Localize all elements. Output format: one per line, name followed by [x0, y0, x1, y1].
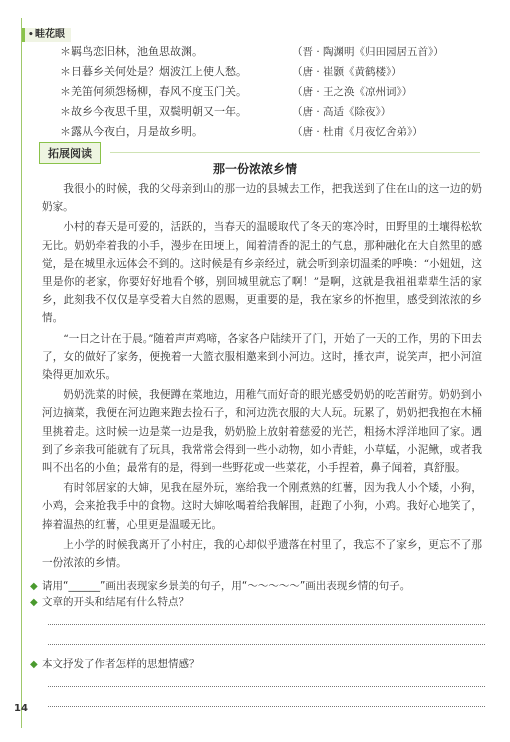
diamond-bullet-icon: ◆ — [30, 597, 38, 608]
poem-row — [60, 102, 480, 122]
poem-source: （唐 · 崔颢《黄鹤楼》） — [292, 66, 402, 78]
poem-row — [60, 62, 480, 82]
article-body — [42, 180, 482, 574]
question-item — [30, 578, 485, 594]
question-text: 请用“______”画出表现家乡景美的句子，用“～～～～～”画出表现乡情的句子。 — [42, 580, 411, 592]
corner-tag: • 畦花眼 — [22, 28, 71, 42]
poem-source: （晋 · 陶渊明《归田园居五首》） — [292, 46, 444, 58]
paragraph: 有时邻居家的大婶，见我在屋外玩，塞给我一个刚煮熟的红薯，因为我人小个矮，小狗，小鸡，会来抢我手中的食物。这时大婶吆喝着给我解围，赶跑了小狗，小鸡。我好心地笑了，捧着温热的红薯，心里更是温暖无比。 — [42, 482, 482, 531]
article-title: 那一份浓浓乡情 — [212, 162, 297, 176]
paragraph: 奶奶洗菜的时候，我便蹲在菜地边，用稚气而好奇的眼光感受奶奶的吃苦耐劳。奶奶到小河边摘菜，我便在河边跑来跑去捡石子，和河边洗衣服的大人玩。玩累了，奶奶把我抱在木桶里挑着走。这时候一边是菜一边是我，奶奶脸上放射着慈爱的光芒，粗扬木浮洋地回了家。遇到了乡亲我可能就有了玩具，我常常会得到一些小动物，如小青蛙，小草蜢，小泥鳅，或者我叫不出名的小鱼；最常有的是，得到一些野花或一些菜花，小手捏着，鼻子闻着，真舒服。 — [42, 389, 482, 475]
question-list — [30, 578, 485, 708]
section-heading: 拓展阅读 — [39, 142, 101, 164]
question-item — [30, 656, 485, 672]
poem-row — [60, 82, 480, 102]
poem-line: ＊露从今夜白，月是故乡明。 — [60, 125, 203, 138]
margin-rule — [21, 18, 22, 728]
paragraph: 上小学的时候我离开了小村庄，我的心却似乎遗落在村里了，我忘不了家乡，更忘不了那一份浓浓的乡情。 — [42, 538, 482, 570]
poem-line: ＊羌笛何须怨杨柳，春风不度玉门关。 — [60, 85, 247, 98]
poem-row — [60, 122, 480, 142]
section-divider — [110, 152, 480, 153]
question-item — [30, 594, 485, 610]
poem-source: （唐 · 杜甫《月夜忆舍弟》） — [292, 126, 423, 138]
answer-line[interactable] — [48, 706, 485, 708]
page-number: 14 — [14, 703, 28, 714]
paragraph: 小村的春天是可爱的，活跃的，当春天的温暖取代了冬天的寒冷时，田野里的土壤得松软无比。奶奶牵着我的小手，漫步在田埂上，闻着清香的泥土的气息，那种融化在大自然里的感觉，是在城里永远体会不到的。这时候是有乡亲经过，就会听到亲切温柔的呼唤：“小妞妞，这里是你的老家，你要好好地看个够，别回城里就忘了啊！”是啊，这就是我祖祖辈辈生活的家乡，此刻我不仅仅是享受着大自然的恩赐，更重要的是，我在家乡的怀抱里，感受到浓浓的乡情。 — [42, 221, 482, 325]
poem-list — [60, 42, 480, 142]
question-text: 本文抒发了作者怎样的思想情感？ — [42, 658, 200, 670]
poem-row — [60, 42, 480, 62]
paragraph: 我很小的时候，我的父母亲到山的那一边的县城去工作，把我送到了住在山的这一边的奶奶家。 — [42, 183, 482, 214]
poem-line: ＊故乡今夜思千里，双鬓明朝又一年。 — [60, 105, 247, 118]
paragraph: “一日之计在于晨。”随着声声鸡啼，各家各户陆续开了门，开始了一天的工作，男的下田去了，女的做好了家务，便挽着一大篮衣服相邀来到小河边。这时，捶衣声，说笑声，把小河渲染得更加欢乐。 — [42, 332, 482, 382]
poem-source: （唐 · 高适《除夜》） — [292, 106, 392, 118]
poem-source: （唐 · 王之涣《凉州词》） — [292, 86, 413, 98]
diamond-bullet-icon: ◆ — [30, 581, 38, 592]
diamond-bullet-icon: ◆ — [30, 659, 38, 670]
poem-line: ＊羁鸟恋旧林，池鱼思故渊。 — [60, 45, 203, 58]
poem-line: ＊日暮乡关何处是？烟波江上使人愁。 — [60, 65, 247, 78]
question-text: 文章的开头和结尾有什么特点？ — [42, 596, 189, 608]
